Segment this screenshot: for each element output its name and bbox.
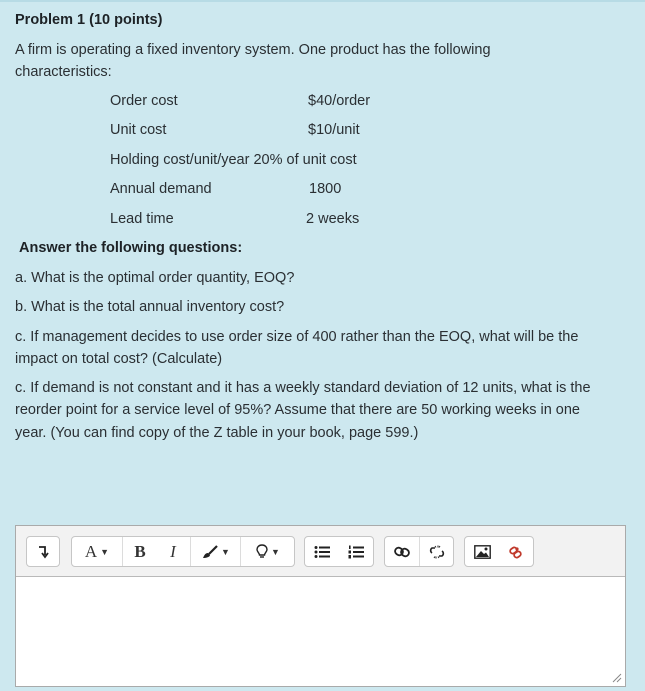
collapse-toolbar-button[interactable] (27, 537, 59, 566)
char-value-order-cost: $40/order (308, 93, 371, 109)
toolbar-group-style (71, 536, 295, 567)
lightbulb-icon (256, 544, 268, 559)
answer-text-area[interactable] (16, 577, 625, 686)
toolbar-group-media (464, 536, 534, 567)
question-c1-line1: c. If management decides to use order size of 400 rather than the EOQ, what will be the (15, 329, 579, 345)
char-value-lead-time: 2 weeks (306, 211, 360, 227)
problem-intro-line2: characteristics: (15, 64, 112, 80)
toolbar-group-lists (304, 536, 374, 567)
question-a: a. What is the optimal order quantity, EOQ? (15, 270, 295, 286)
unlink-icon (429, 545, 445, 559)
top-divider (0, 0, 645, 2)
chevron-down-icon: ▼ (271, 546, 280, 557)
answer-editor (15, 525, 626, 687)
bold-icon: B (134, 541, 146, 561)
char-value-unit-cost: $10/unit (308, 122, 360, 138)
char-label-order-cost: Order cost (110, 93, 178, 109)
link-icon (394, 546, 410, 558)
collapse-toolbar-icon (37, 545, 49, 559)
text-color-button[interactable] (190, 537, 241, 566)
link-button[interactable] (385, 537, 419, 566)
chevron-down-icon: ▼ (100, 546, 110, 557)
unlink-button[interactable] (419, 537, 454, 566)
ordered-list-button[interactable] (339, 537, 373, 566)
image-icon (474, 545, 491, 559)
toolbar-group-collapse (26, 536, 60, 567)
insert-image-button[interactable] (465, 537, 499, 566)
unordered-list-button[interactable] (305, 537, 339, 566)
font-style-icon: A (84, 541, 98, 561)
bold-button[interactable] (122, 537, 157, 566)
question-c2-line1: c. If demand is not constant and it has a weekly standard deviation of 12 units, what is the (15, 380, 591, 396)
accessibility-button[interactable] (240, 537, 295, 566)
problem-intro-line1: A firm is operating a fixed inventory system. One product has the following (15, 42, 491, 58)
ordered-list-icon (348, 545, 364, 559)
question-c2-line3: year. (You can find copy of the Z table in your book, page 599.) (15, 425, 419, 441)
char-label-unit-cost: Unit cost (110, 122, 167, 138)
toolbar-group-links (384, 536, 454, 567)
italic-icon: I (170, 541, 176, 561)
italic-button[interactable] (156, 537, 190, 566)
font-style-button[interactable] (72, 537, 122, 566)
question-c1-line2: impact on total cost? (Calculate) (15, 351, 223, 367)
char-label-holding-cost: Holding cost/unit/year 20% of unit cost (110, 152, 357, 168)
question-c2-line2: reorder point for a service level of 95%? Assume that there are 50 working weeks in one (15, 402, 580, 418)
char-value-annual-demand: 1800 (309, 181, 342, 197)
media-icon (508, 544, 524, 560)
resize-handle-icon[interactable] (612, 673, 622, 683)
editor-toolbar (16, 526, 625, 577)
brush-icon (202, 545, 218, 559)
char-label-lead-time: Lead time (110, 211, 174, 227)
chevron-down-icon: ▼ (221, 546, 230, 557)
unordered-list-icon (314, 545, 330, 559)
questions-heading: Answer the following questions: (19, 240, 243, 256)
insert-media-button[interactable] (499, 537, 533, 566)
problem-title: Problem 1 (10 points) (15, 12, 163, 28)
question-b: b. What is the total annual inventory cost? (15, 299, 285, 315)
char-label-annual-demand: Annual demand (110, 181, 212, 197)
